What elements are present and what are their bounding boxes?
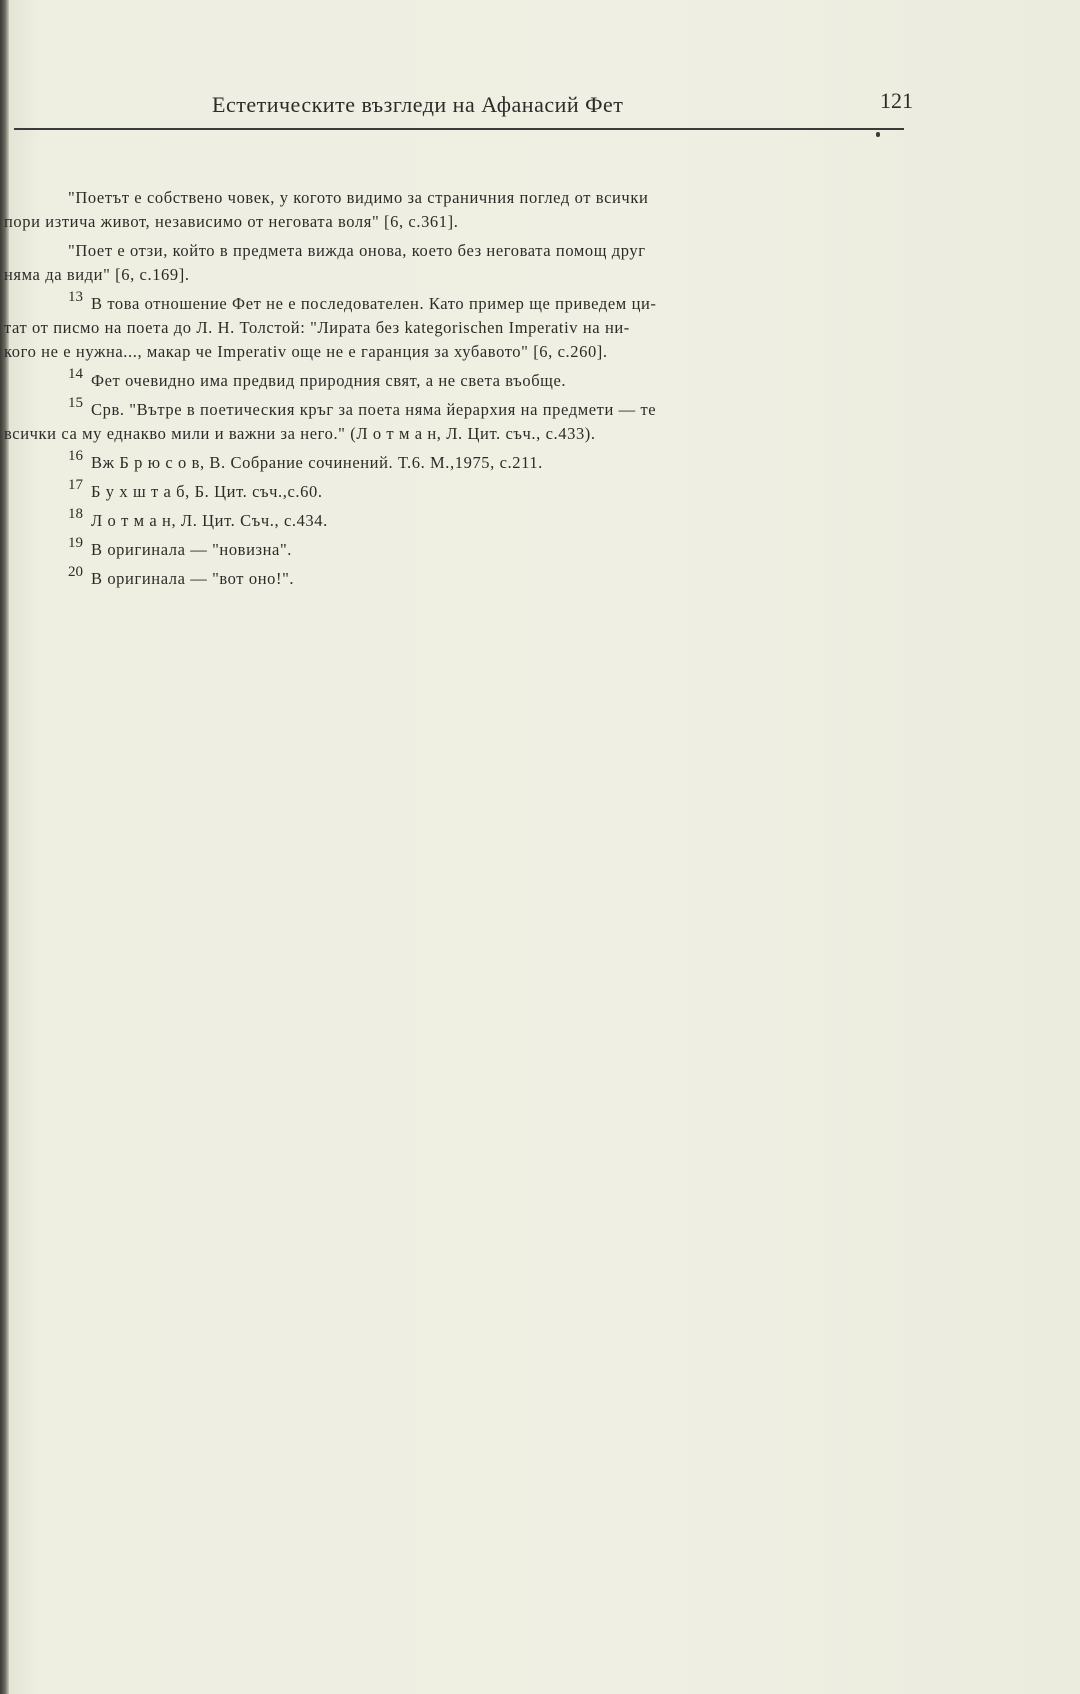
quote-paragraph	[0, 186, 905, 234]
footnote-15	[0, 395, 905, 446]
text-line: Срв. "Вътре в поетическия кръг за поета няма йерархия на предмети — те	[91, 400, 657, 419]
footnote-20	[0, 564, 905, 591]
text-line: В оригинала — "новизна".	[91, 540, 293, 559]
ink-dot	[876, 132, 880, 137]
text-line: Фет очевидно има предвид природния свят, а не света въобще.	[91, 371, 567, 390]
footnote-19	[0, 535, 905, 562]
footnote-number: 18	[68, 506, 83, 522]
footnote-number: 16	[68, 448, 83, 464]
footnote-number: 17	[68, 477, 83, 493]
text-line: Вж Б р ю с о в, В. Собрание сочинений. Т.6. М.,1975, с.211.	[91, 453, 543, 472]
running-header	[14, 82, 913, 130]
page-number: 121	[880, 88, 913, 113]
footnote-number: 19	[68, 535, 83, 551]
footnote-number: 20	[68, 564, 83, 580]
text-line: Б у х ш т а б, Б. Цит. съч.,с.60.	[91, 482, 323, 501]
footnote-number: 15	[68, 395, 83, 411]
footnote-18	[0, 506, 905, 533]
running-title: Естетическите възгледи на Афанасий Фет	[212, 92, 624, 117]
footnote-17	[0, 477, 905, 504]
text-line: В оригинала — "вот оно!".	[91, 569, 295, 588]
text-line: всички са му еднакво мили и важни за него." (Л о т м а н, Л. Цит. съч., с.433).	[4, 424, 596, 443]
text-line: тат от писмо на поета до Л. Н. Толстой: "Лирата без kategorischen Imperativ на ни-	[4, 318, 630, 337]
text-line: "Поетът е собствено човек, у когото видимо за страничния поглед от всички	[68, 188, 649, 207]
text-line: Л о т м а н, Л. Цит. Съч., с.434.	[91, 511, 328, 530]
notes-block	[0, 186, 1080, 591]
footnote-14	[0, 366, 905, 393]
footnote-16	[0, 448, 905, 475]
footnote-number: 14	[68, 366, 83, 382]
footnote-number: 13	[68, 289, 83, 305]
text-line: В това отношение Фет не е последователен. Като пример ще приведем ци-	[91, 294, 657, 313]
text-line: "Поет е отзи, който в предмета вижда онова, което без неговата помощ друг	[68, 241, 646, 260]
footnote-13	[0, 289, 905, 364]
quote-paragraph	[0, 239, 905, 287]
text-line: кого не е нужна..., макар че Imperativ още не е гаранция за хубавото" [6, с.260].	[4, 342, 608, 361]
text-line: пори изтича живот, независимо от неговата воля" [6, с.361].	[4, 212, 459, 231]
text-line: няма да види" [6, с.169].	[4, 265, 190, 284]
